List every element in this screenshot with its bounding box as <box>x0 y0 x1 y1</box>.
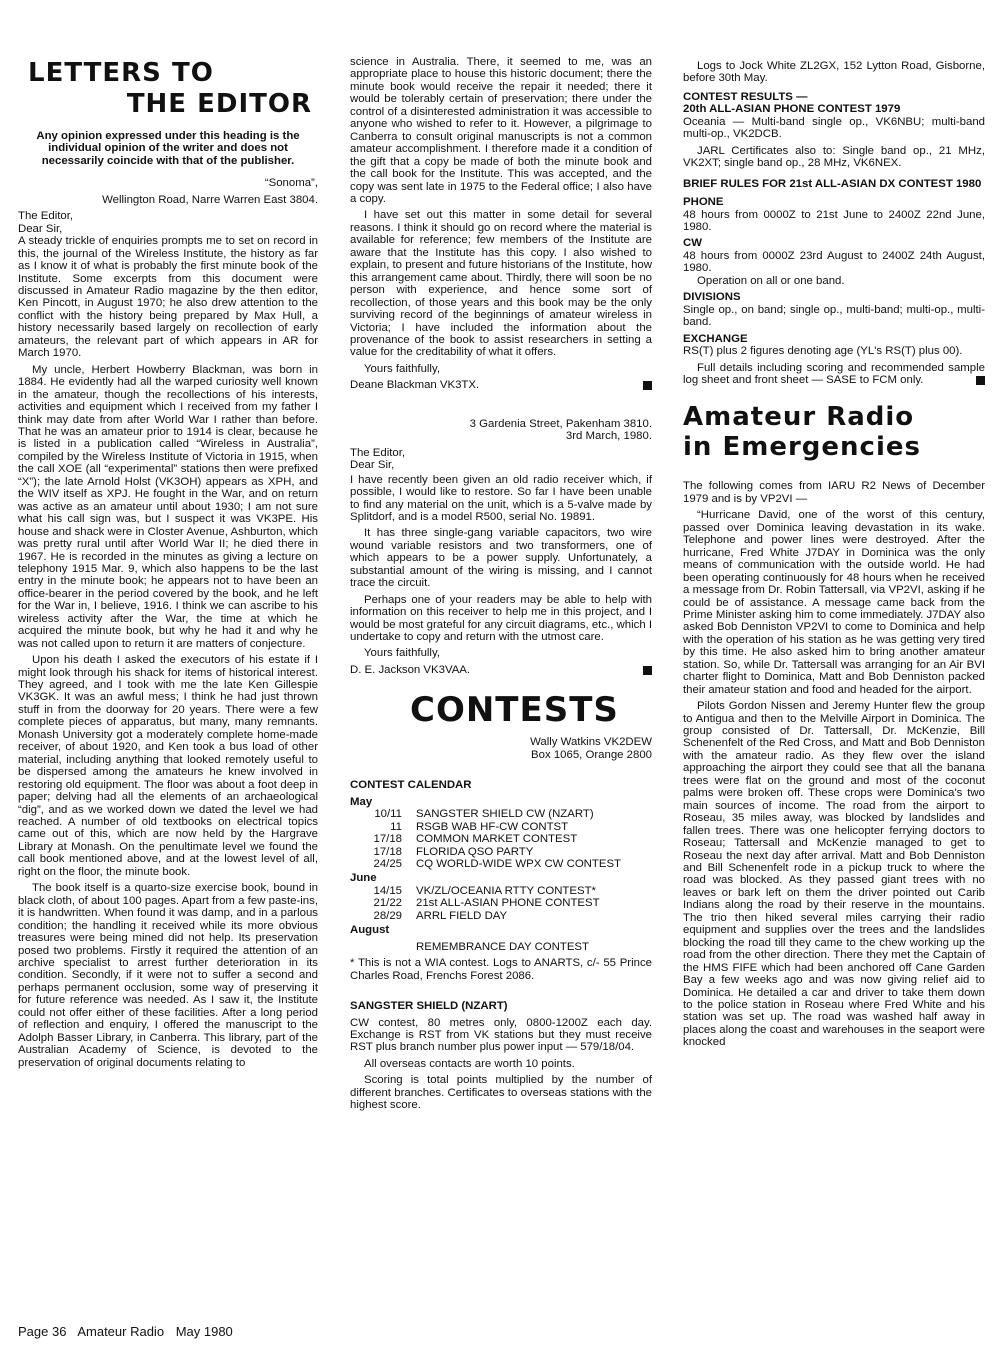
letter2-address2: 3rd March, 1980. <box>565 430 652 443</box>
calendar-month: June <box>350 872 377 885</box>
letter1-paragraph: A steady trickle of enquiries prompts me to set on record in this, the journal of the Wireless Institute, the history as far as I know it of what is probably the first minute book of the Institute. Some excerpts from this document were discussed in Amateur Radio magazine by the then editor, Ken Pincott, in August 1970; he also drew attention to the conflict with the history being prepared by Max Hull, a history necessarily based largely on recollection of early amateurs, the relevant part of which appears in AR for March 1970. <box>18 235 318 360</box>
letter1-address2: Wellington Road, Narre Warren East 3804. <box>102 193 318 206</box>
cw-text: 48 hours from 0000Z 23rd August to 2400Z 24th August, 1980. <box>683 249 985 275</box>
contests-author-address: Box 1065, Orange 2800 <box>531 748 652 761</box>
letter1-signature: Deane Blackman VK3TX. <box>350 379 652 391</box>
rules-heading: BRIEF RULES FOR 21st ALL-ASIAN DX CONTEST 1980 <box>683 177 982 190</box>
letter1-salutation2: Dear Sir, <box>18 222 63 235</box>
end-mark-icon <box>643 381 652 390</box>
calendar-month: August <box>350 924 390 937</box>
calendar-row: 17/18 FLORIDA QSO PARTY <box>373 845 534 858</box>
emergencies-paragraph: “Hurricane David, one of the worst of this century, passed over Dominica leaving devastation in its wake. Telephone and power lines were destroyed. After the hurricane, Fred White J7DAY in Dominica was the only means of communication with the outside world. He had been operating continuously for 48 hours when he received a message from Dr. Robin Tattersall, via VP2VI, asking if he could be of assistance. A message came back from the Prime Minister asking him to come immediately. J7DAY also asked Bob Denniston VP2VI to come to Dominica and help with the operation of his station as he was getting very tired by this time. He also asked him to bring another amateur station. So, while Dr. Tattersall was arranging for an Air BVI charter flight to Dominica, Matt and Bob Denniston packed their amateur station and food and headed for the airport. <box>683 509 985 696</box>
letter1-address1: “Sonoma”, <box>264 177 318 190</box>
letter2-address1: 3 Gardenia Street, Pakenham 3810. <box>469 417 652 430</box>
letters-title-line1: LETTERS TO <box>28 58 214 88</box>
letter1-paragraph: Upon his death I asked the executors of his estate if I might look through his shack for items of historical interest. They agreed, and I took with me the late Ken Gillespie VK3GK. It was an awful mess; I think he had just thrown stuff in from the doorway for 20 years. There were a few complete pieces of apparatus, but many, many remnants. Monash University got a moderately complete home-made receiver, of about 1920, and Ken took a bus load of other material, including anything that looked remotely useful to be dispersed among the amateurs he knew involved in restoring old equipment. The floor was about a foot deep in paper; delving had all the elements of an archaeological “dig”, and as we worked down we dated the level we had reached. A number of old textbooks on electrical topics came out of this, which are now held by the Hargrave Library at Monash. On the penultimate level we found the call book mentioned above, and at the lowest level of all, right on the floor, the minute book. <box>18 654 318 878</box>
calendar-heading: CONTEST CALENDAR <box>350 779 472 792</box>
emergencies-title-line2: in Emergencies <box>683 432 921 463</box>
column-3 <box>683 60 985 1053</box>
calendar-row: 28/29 ARRL FIELD DAY <box>373 909 508 922</box>
sangster-heading: SANGSTER SHIELD (NZART) <box>350 1000 508 1013</box>
divisions-text: Single op., on band; single op., multi-band; multi-op., multi-band. <box>683 303 985 329</box>
emergencies-paragraph: Pilots Gordon Nissen and Jeremy Hunter flew the group to Antigua and then to the Melville Airport in Dominica. The group consisted of Dr. Tattersall, Dr. McKenzie, Bill Schenenfelt of the Red Cross, and Matt and Bob Denniston with the amateur radio. As they flew over the island approaching the airport they could see that all the banana trees were flat on the ground and most of the coconut palms were broken off. These crops were Dominica's two main sources of income. The road from the airport to Roseau, 35 miles away, was blocked by landslides and fallen trees. There was one helicopter ferrying doctors to Roseau; Tattersall and McKenzie managed to get to Roseau the next day after arrival. Matt and Bob Denniston and Bill Schenenfelt rode in a pickup truck to where the road was blocked. As they passed giant trees with no leaves or bark left on them the driver pointed out Carib Indians along the road by their reserve in the mountains. The trio then hiked several miles carrying their radio equipment and supplies over the trees and the landslides blocking the road till they came to the chew working up the road from the other direction. There they met the Captain of the HMS FIFE which had been anchored off Cane Garden Bay a few weeks ago and was now giving relief aid to Dominica. He detailed a car and driver to take them down to the police station in Roseau where Fred White and his station was set up. The road was washed half away in places along the coast and warehouses in the seaport were knocked <box>683 700 985 1049</box>
sangster-paragraph: Scoring is total points multiplied by the number of different branches. Certificates to overseas stations with the highest score. <box>350 1074 652 1112</box>
calendar-row: 11 RSGB WAB HF-CW CONTST <box>390 820 569 833</box>
emergencies-paragraph: The following comes from IARU R2 News of December 1979 and is by VP2VI — <box>683 480 985 505</box>
calendar-footnote: * This is not a WIA contest. Logs to ANARTS, c/- 55 Prince Charles Road, Frenchs Forest 2086. <box>350 957 652 982</box>
letter1-closing: Yours faithfully, <box>364 362 440 375</box>
end-mark-icon <box>643 666 652 675</box>
details-text: Full details including scoring and recommended sample log sheet and front sheet — SASE to FCM only. <box>683 361 985 386</box>
contest-calendar <box>350 796 652 953</box>
results-subheading: 20th ALL-ASIAN PHONE CONTEST 1979 <box>683 103 901 116</box>
page-number: Page 36 <box>18 1324 67 1339</box>
sangster-paragraph: CW contest, 80 metres only, 0800-1200Z each day. Exchange is RST from VK stations but they must receive RST plus branch number plus power input — 579/18/04. <box>350 1016 652 1054</box>
column-1 <box>18 58 318 1073</box>
column-2 <box>350 56 652 1116</box>
results-paragraph: JARL Certificates also to: Single band op., 21 MHz, VK2XT; single band op., 28 MHz, VK6NEX. <box>683 144 985 170</box>
sangster-paragraph: All overseas contacts are worth 10 points. <box>364 1057 575 1070</box>
letter2-salutation1: The Editor, <box>350 446 406 459</box>
emergencies-title-line1: Amateur Radio <box>683 402 915 433</box>
results-heading: CONTEST RESULTS — <box>683 90 808 103</box>
letter2-signature: D. E. Jackson VK3VAA. <box>350 664 652 676</box>
page-footer <box>18 1324 241 1339</box>
letter1-salutation1: The Editor, <box>18 210 74 223</box>
letter2-paragraph: I have recently been given an old radio receiver which, if possible, I would like to restore. So far I have been unable to find any material on the unit, which is a 5-valve made by Splitdorf, and is a model R500, serial No. 19891. <box>350 473 652 523</box>
letter2-salutation2: Dear Sir, <box>350 459 395 472</box>
letter1-paragraph: The book itself is a quarto-size exercise book, bound in black cloth, of about 100 pages. Apart from a few paste-ins, it is handwritten. When found it was damp, and in a parlous condition; the handling it received while its more obvious treasures were being mined did not help. Its preservation posed two problems. Firstly it required the attention of an archive specialist to arrest further deterioration in its condition. Secondly, if it were not to suffer a second and perhaps permanent occlusion, some way of preserving it for future reference was needed. As I saw it, the Institute could not offer either of these facilities. After a long period of reflection and enquiry, I offered the manuscript to the Adolph Basser Library, in Canberra. This library, part of the Australian Academy of Science, is devoted to the preservation of original documents relating to <box>18 882 318 1069</box>
calendar-row: 24/25 CQ WORLD-WIDE WPX CW CONTEST <box>373 858 622 871</box>
calendar-row: 14/15 VK/ZL/OCEANIA RTTY CONTEST* <box>373 884 596 897</box>
letters-title-line2: THE EDITOR <box>126 89 312 119</box>
sangster-logs: Logs to Jock White ZL2GX, 152 Lytton Road, Gisborne, before 30th May. <box>683 60 985 85</box>
exchange-text: RS(T) plus 2 figures denoting age (YL's RS(T) plus 00). <box>683 345 963 358</box>
letter2-paragraph: It has three single-gang variable capacitors, two wire wound variable resistors and two transformers, one of which appears to be a power supply. Unfortunately, a substantial amount of the wiring is missing, and I cannot trace the circuit. <box>350 527 652 590</box>
editor-disclaimer: Any opinion expressed under this heading is the individual opinion of the writer and does not necessarily coincide with that of the publisher. <box>36 130 300 167</box>
results-paragraph: Oceania — Multi-band single op., VK6NBU; multi-band multi-op., VK2DCB. <box>683 115 985 141</box>
divisions-heading: DIVISIONS <box>683 291 741 304</box>
exchange-heading: EXCHANGE <box>683 332 748 345</box>
contests-author: Wally Watkins VK2DEW <box>530 736 652 749</box>
contests-title: CONTESTS <box>410 690 619 731</box>
cw-heading: CW <box>683 237 702 250</box>
letter2-paragraph: Perhaps one of your readers may be able to help with information on this receiver to help me in this project, and I would be most grateful for any circuit diagrams, etc., which I undertake to copy and return with the utmost care. <box>350 593 652 644</box>
calendar-row: 10/11 SANGSTER SHIELD CW (NZART) <box>374 808 594 821</box>
letter1-paragraph: science in Australia. There, it seemed to me, was an appropriate place to house this historic document; there the minute book would receive the repair it needed; there it would be tolerably certain of preservation; there under the control of a disinterested administration it was accessible to anyone who wished to refer to it. However, a pilgrimage to Canberra to consult original manuscripts is not a common amateur accomplishment. I therefore made it a condition of the gift that a copy be made of both the minute book and the call book for the Institute. This was accepted, and the copy was sent late in 1975 to the Federal office; I also have a copy. <box>350 56 652 205</box>
magazine-name: Amateur Radio <box>77 1324 165 1339</box>
letter2-closing: Yours faithfully, <box>364 647 440 660</box>
cw-text: Operation on all or one band. <box>697 274 845 287</box>
letter1-paragraph: My uncle, Herbert Howberry Blackman, was born in 1884. He evidently had all the warped curiosity well known in the amateur, though the recollections of his interests, activities and equipment which I received from my father I think may date from after World War I rather than before. That he was an amateur prior to 1914 is clear, because he is listed in a publication called “Wireless in Australia”, compiled by the Wireless Institute of Victoria in 1915, when the call XOE (all “experimental” stations then were prefixed “X”); the late Arnold Holst (VK3OH) appears as XPH, and the WIV itself as XPJ. He fought in the War, and on return was active as an amateur until about 1930; I am not sure what his call sign was, but I suspect it was VK3PE. His house and shack were in Closter Avenue, Ashburton, which was pretty rural until after World War II; he died there in 1967. He is recorded in the minutes as giving a lecture on telephony 1915 Mar. 9, which also happens to be the last entry in the minute book; he appears not to have been an office-bearer in the period covered by the book, and he left for the War in, I believe, 1916. I think we can ascribe to his wireless activity after the War, the time at which he acquired the minute book, but why he had it and why he was not called upon to return it are matters of conjecture. <box>18 363 318 650</box>
end-mark-icon <box>976 376 985 385</box>
letter1-paragraph: I have set out this matter in some detail for several reasons. I think it should go on record where the material is available for reference; few members of the Institute are aware that the Institute has this copy. I also wished to explain, to present and future historians of the Institute, how this arrangement came about. Thirdly, there will soon be no person with experience, and hence some sort of recollection, of those years and this book may be the only surviving record of the beginnings of amateur wireless in Victoria; I have included the information about the provenance of the book to assist researchers in setting a value for the creditability of what it offers. <box>350 209 652 359</box>
calendar-row: 21/22 21st ALL-ASIAN PHONE CONTEST <box>373 897 600 910</box>
issue-date: May 1980 <box>175 1324 233 1339</box>
calendar-row: REMEMBRANCE DAY CONTEST <box>416 940 589 953</box>
phone-text: 48 hours from 0000Z to 21st June to 2400Z 22nd June, 1980. <box>683 208 985 233</box>
phone-heading: PHONE <box>683 196 724 209</box>
calendar-month: May <box>350 795 373 808</box>
emergencies-title <box>683 402 985 462</box>
calendar-row: 17/18 COMMON MARKET CONTEST <box>373 833 578 846</box>
